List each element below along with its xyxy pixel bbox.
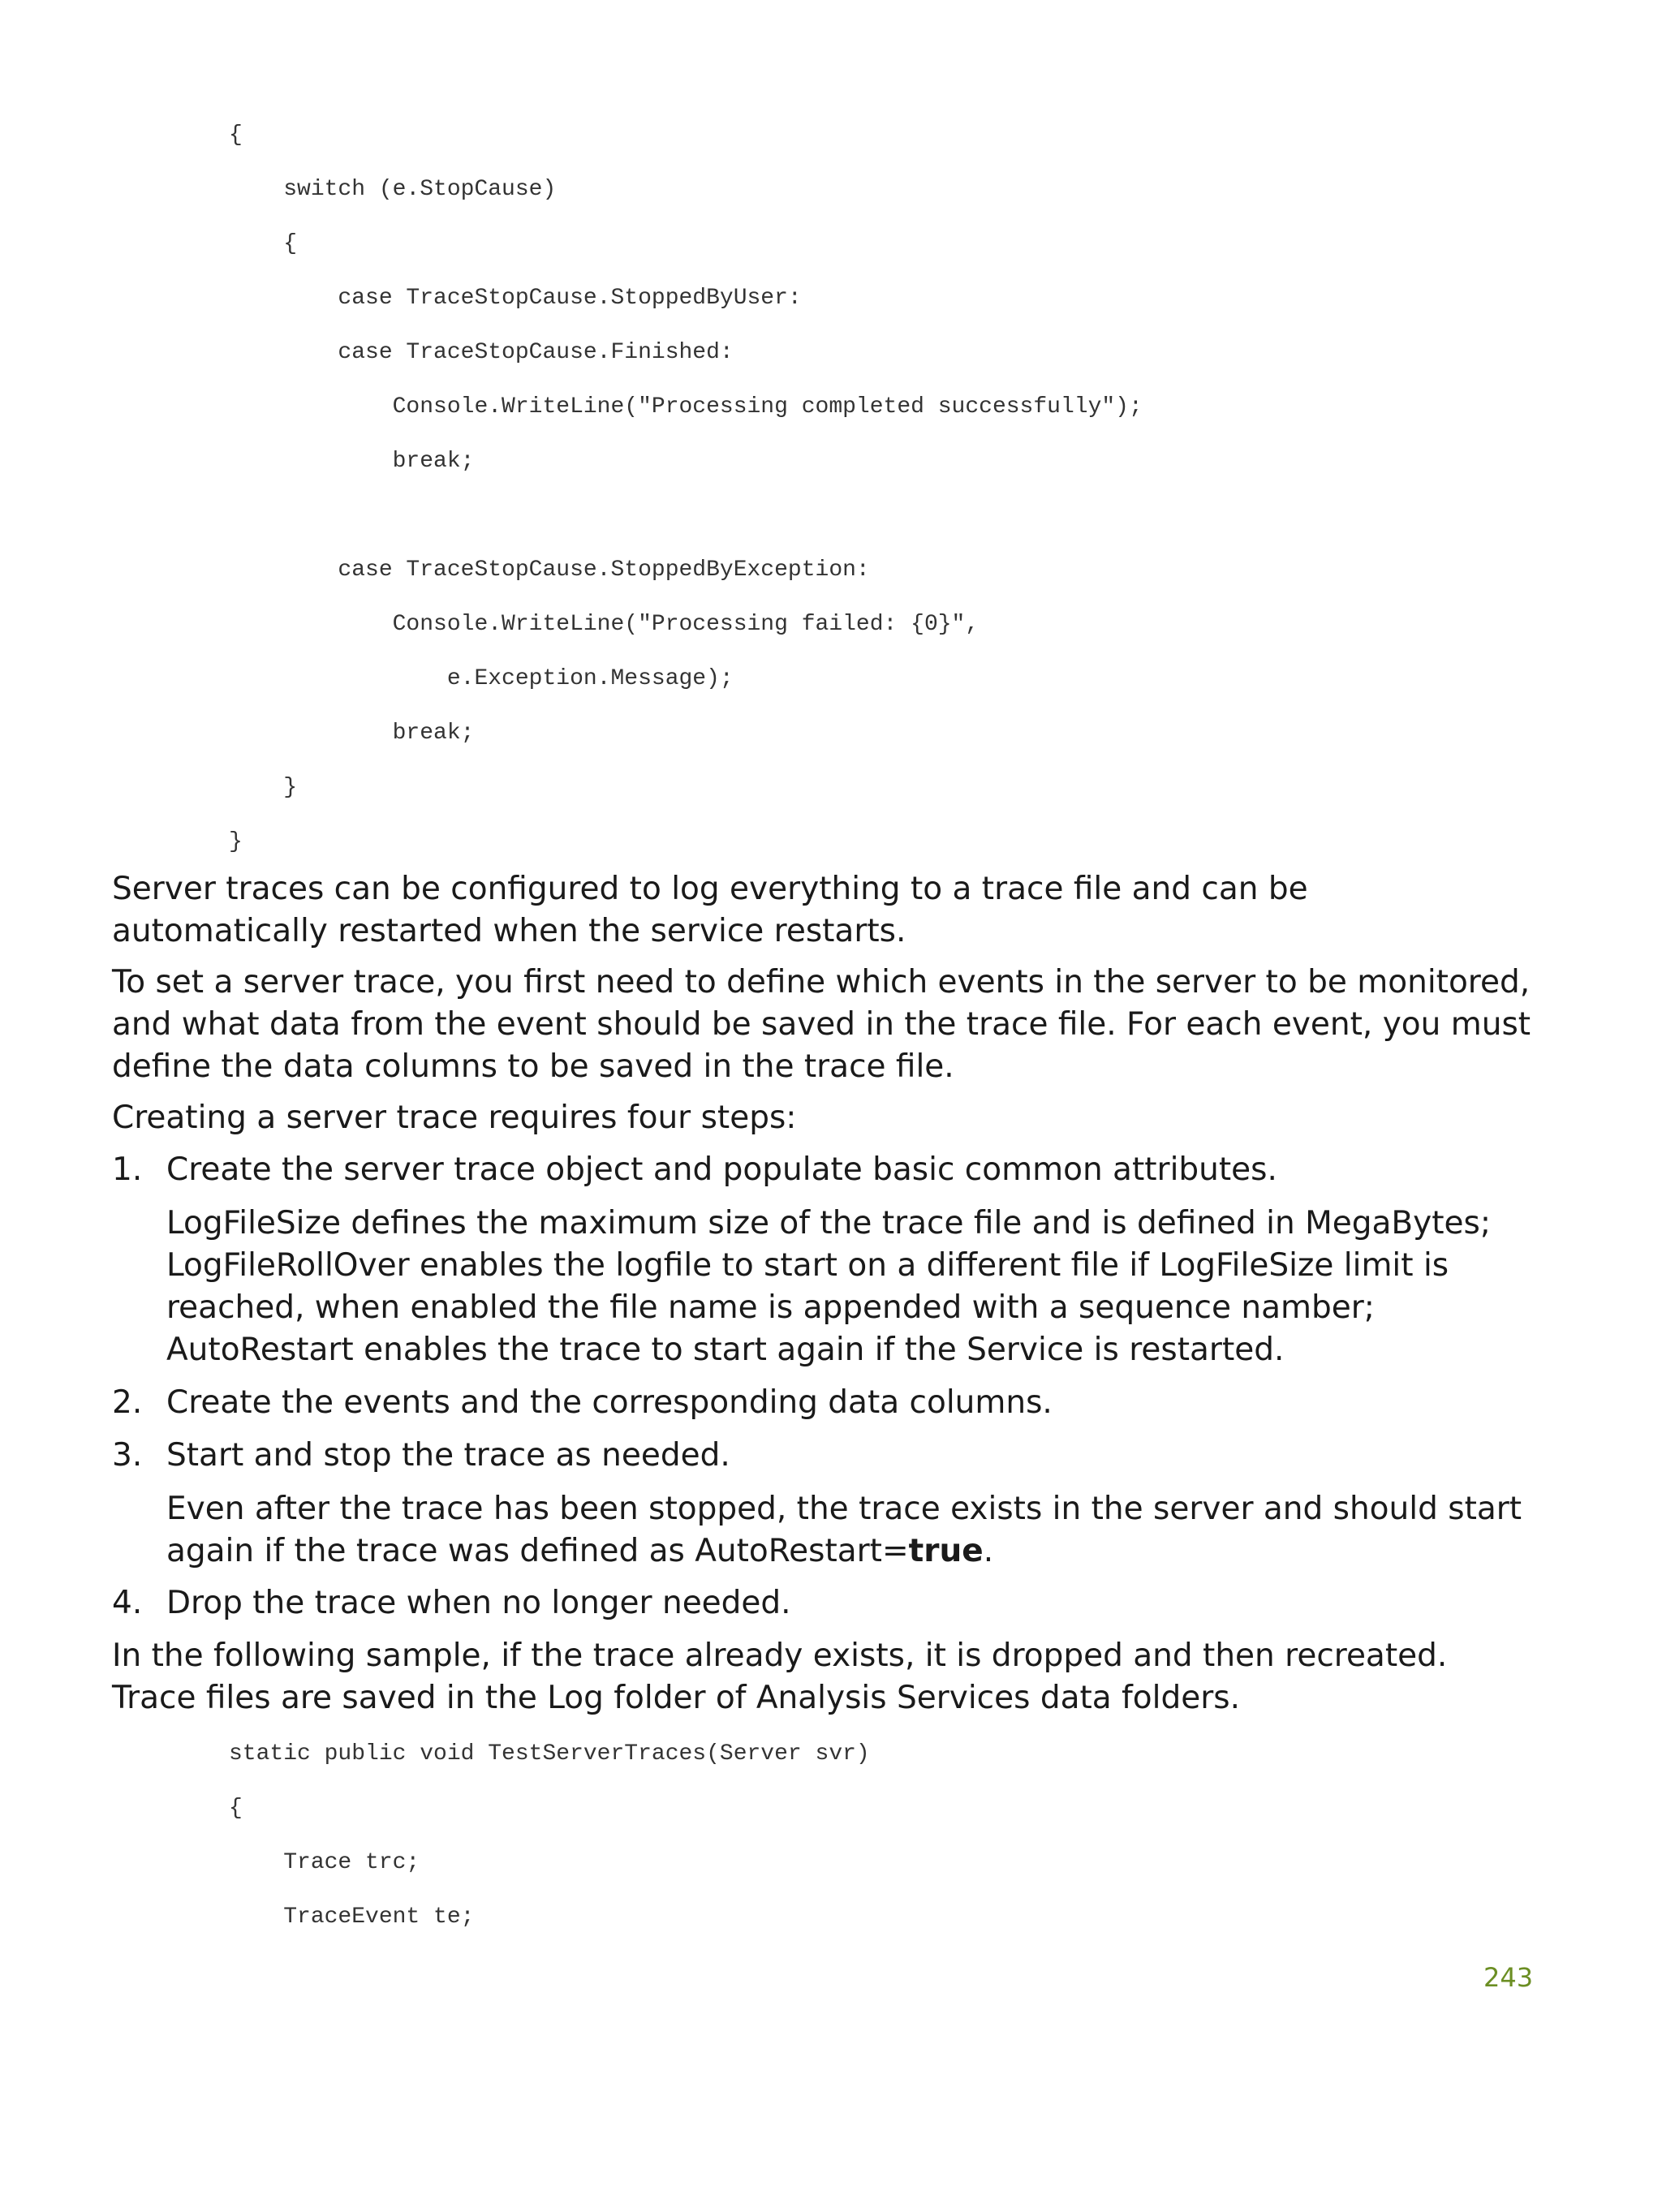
paragraph-steps-intro: Creating a server trace requires four steps: [112, 1100, 797, 1136]
code-line: { [229, 123, 243, 148]
list-text: Start and stop the trace as needed. [166, 1437, 730, 1474]
code-line: case TraceStopCause.StoppedByException: [229, 557, 870, 583]
code-line: static public void TestServerTraces(Server svr) [229, 1741, 870, 1767]
code-line: case TraceStopCause.Finished: [229, 340, 734, 365]
code-line: } [229, 775, 298, 800]
list-number: 1. [112, 1151, 143, 1188]
code-line: Trace trc; [229, 1850, 420, 1875]
list-text: Drop the trace when no longer needed. [166, 1585, 791, 1621]
code-line: TraceEvent te; [229, 1904, 475, 1930]
step-3-note-bold: true [908, 1533, 984, 1569]
list-text: Create the events and the corresponding data columns. [166, 1384, 1053, 1421]
code-line: e.Exception.Message); [229, 666, 734, 691]
code-line: Console.WriteLine("Processing completed successfully"); [229, 394, 1143, 420]
paragraph-server-traces: Server traces can be configured to log everything to a trace file and can be automatically restarted when the service restarts. [112, 871, 1308, 949]
page-number: 243 [1483, 1962, 1534, 1993]
step-3-note [166, 1488, 1530, 1573]
paragraph-following-sample: In the following sample, if the trace already exists, it is dropped and then recreated. Trace files are saved in the Log folder of Analysis Services data folders. [112, 1637, 1448, 1716]
code-line: break; [229, 721, 475, 746]
list-number: 2. [112, 1384, 143, 1421]
step-3-note-end: . [983, 1533, 994, 1569]
step-3-note-text: Even after the trace has been stopped, the trace exists in the server and should start again if the trace was defined as AutoRestart= [166, 1491, 1522, 1569]
list-number: 4. [112, 1585, 143, 1621]
code-line: Console.WriteLine("Processing failed: {0}", [229, 612, 980, 637]
step-1-note: LogFileSize defines the maximum size of the trace file and is defined in MegaBytes; LogFileRollOver enables the logfile to start on a different file if LogFileSize limit is reached, when enabled the file name is appended with a sequence namber; AutoRestart enables the trace to start again if the Service is restarted. [166, 1205, 1492, 1368]
list-text: Create the server trace object and populate basic common attributes. [166, 1151, 1277, 1188]
code-line: switch (e.StopCause) [229, 177, 557, 202]
code-line: { [229, 1796, 243, 1821]
code-line: break; [229, 449, 475, 474]
paragraph-set-server-trace: To set a server trace, you first need to define which events in the server to be monitored, and what data from the event should be saved in the trace file. For each event, you must define the data columns to be saved in the trace file. [112, 964, 1531, 1085]
code-line: case TraceStopCause.StoppedByUser: [229, 286, 802, 311]
code-line: { [229, 231, 298, 256]
code-line: } [229, 829, 243, 854]
list-number: 3. [112, 1437, 143, 1474]
